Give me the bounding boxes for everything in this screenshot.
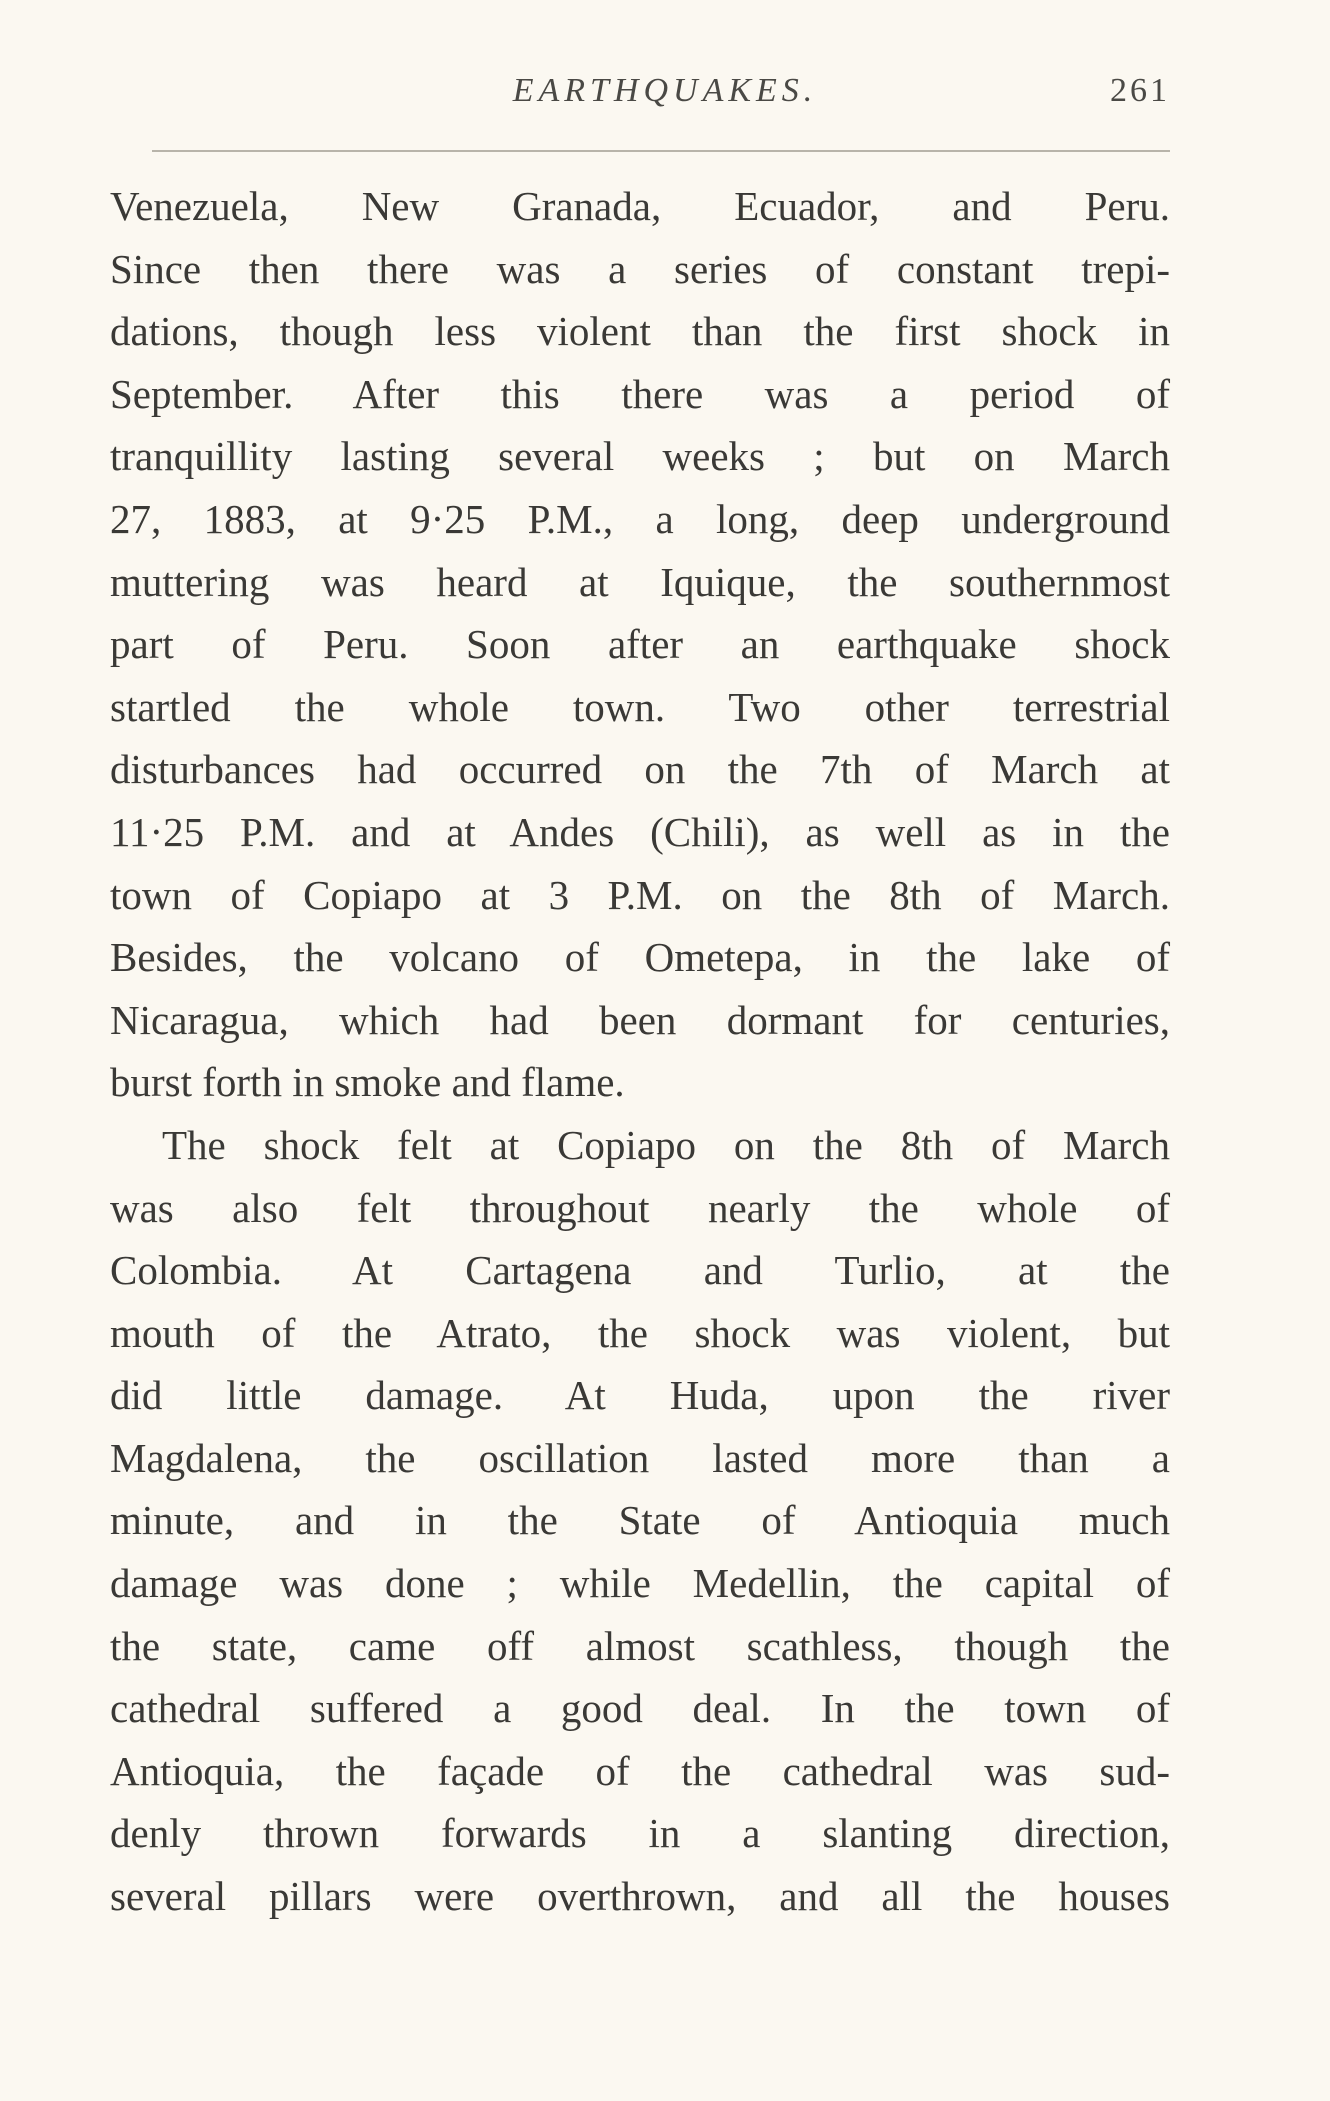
text-line: Antioquia, the façade of the cathedral was sud- [110,1747,1170,1794]
text-line: disturbances had occurred on the 7th of March at [110,746,1170,793]
text-line: The shock felt at Copiapo on the 8th of March [162,1121,1170,1168]
text-line: was also felt throughout nearly the whole of [110,1184,1170,1231]
text-line: several pillars were overthrown, and all the houses [110,1873,1170,1920]
text-line: minute, and in the State of Antioquia much [110,1497,1170,1544]
text-line: 27, 1883, at 9·25 P.M., a long, deep underground [110,495,1170,542]
text-line: startled the whole town. Two other terrestrial [110,683,1170,730]
text-line: muttering was heard at Iquique, the southernmost [110,558,1170,605]
header-rule [152,150,1170,152]
text-line: part of Peru. Soon after an earthquake shock [110,621,1170,668]
text-line: 11·25 P.M. and at Andes (Chili), as well as in the [110,808,1170,855]
text-line: Nicaragua, which had been dormant for centuries, [110,996,1170,1043]
text-line: tranquillity lasting several weeks ; but on March [110,433,1170,480]
text-line: denly thrown forwards in a slanting direction, [110,1810,1170,1857]
text-line: Since then there was a series of constant trepi- [110,245,1170,292]
text-line: Colombia. At Cartagena and Turlio, at the [110,1247,1170,1294]
text-line: Besides, the volcano of Ometepa, in the lake of [110,934,1170,981]
text-line: mouth of the Atrato, the shock was violent, but [110,1309,1170,1356]
body-text [110,175,1170,1928]
text-line: damage was done ; while Medellin, the capital of [110,1560,1170,1607]
text-line: September. After this there was a period of [110,370,1170,417]
text-line: the state, came off almost scathless, though the [110,1622,1170,1669]
paragraph-2 [110,1114,1170,1928]
text-line: Venezuela, New Granada, Ecuador, and Peru. [110,183,1170,229]
text-line: town of Copiapo at 3 P.M. on the 8th of March. [110,871,1170,918]
paragraph-1 [110,175,1170,1114]
text-line: cathedral suffered a good deal. In the town of [110,1685,1170,1732]
running-head [0,72,1330,122]
text-line: dations, though less violent than the first shock in [110,308,1170,355]
text-line: burst forth in smoke and flame. [110,1059,625,1106]
page-number: 261 [1110,72,1170,109]
running-title: EARTHQUAKES. [512,72,818,109]
text-line: Magdalena, the oscillation lasted more than a [110,1434,1170,1481]
text-line: did little damage. At Huda, upon the river [110,1372,1170,1419]
